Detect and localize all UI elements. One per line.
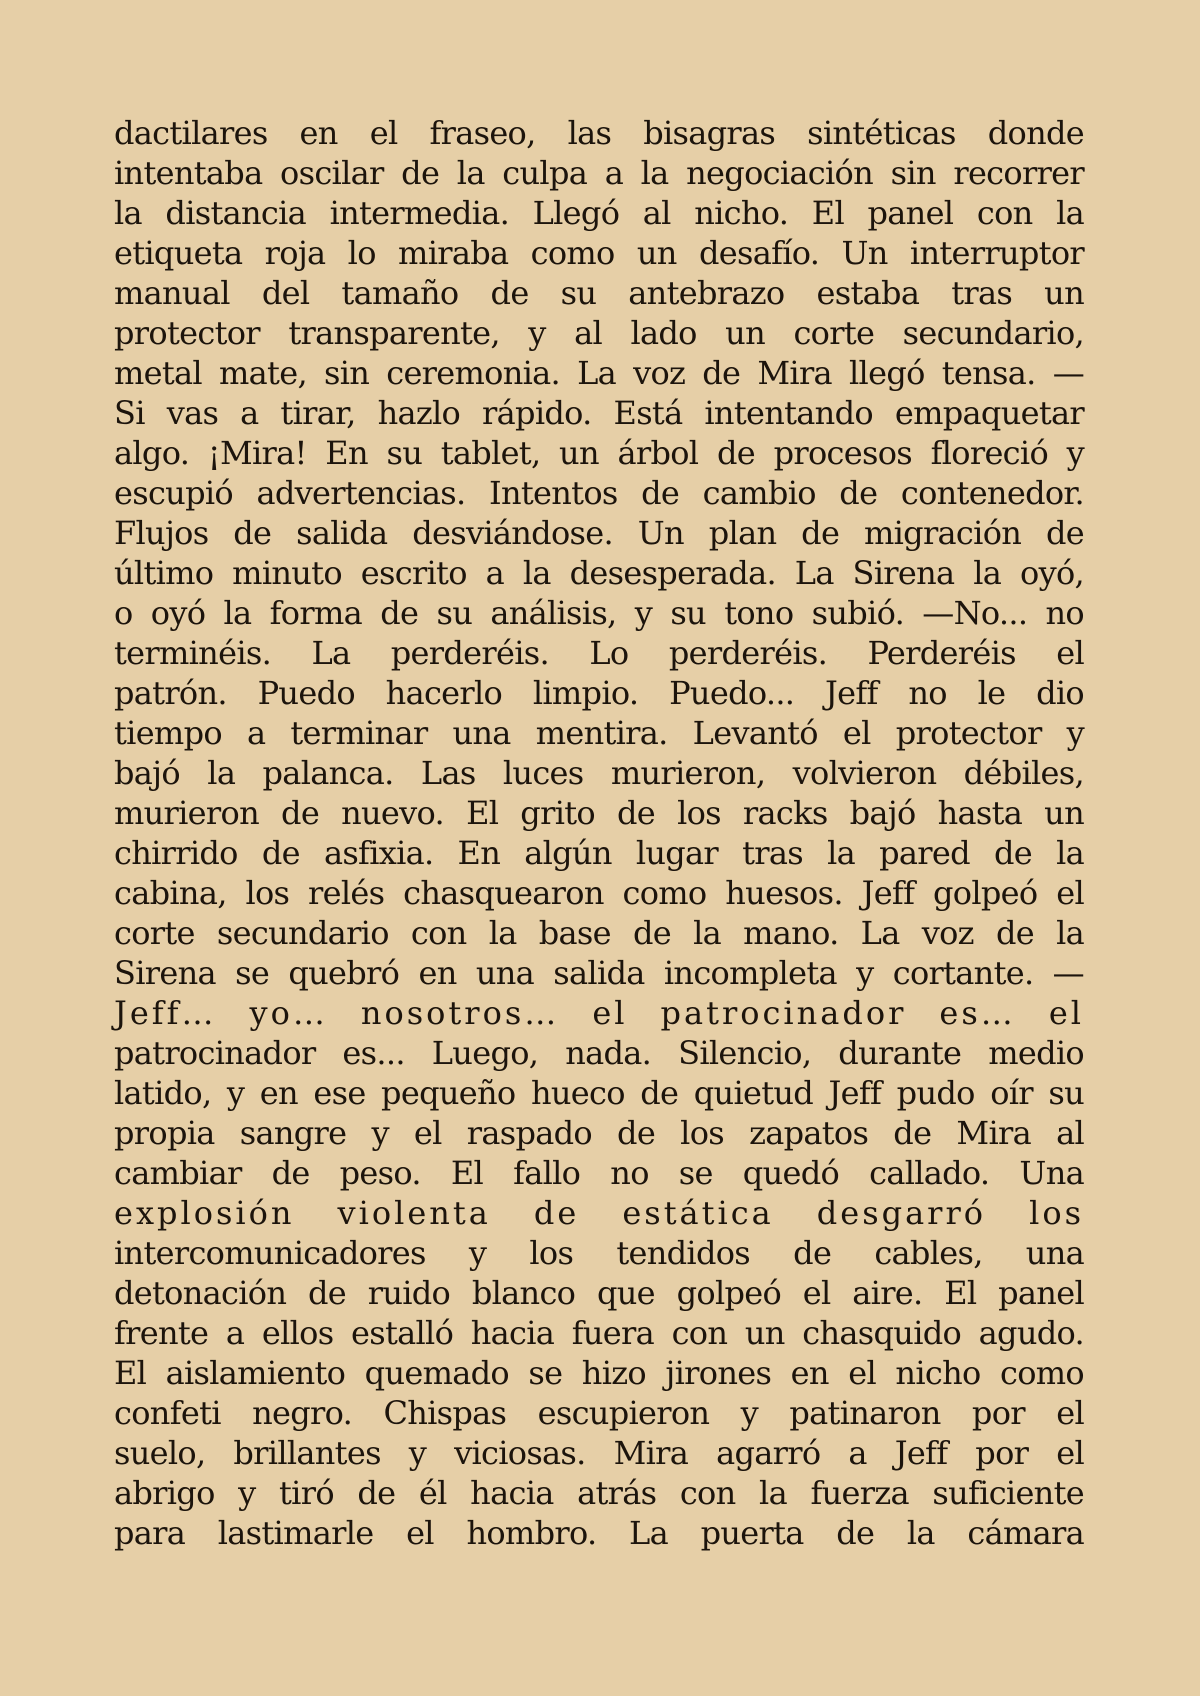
- text-line: cambiar de peso. El fallo no se quedó callado. Una: [114, 1154, 1084, 1192]
- text-line: propia sangre y el raspado de los zapatos de Mira al: [114, 1114, 1084, 1152]
- text-line: chirrido de asfixia. En algún lugar tras la pared de la: [114, 834, 1084, 872]
- text-line: Flujos de salida desviándose. Un plan de migración de: [114, 514, 1084, 552]
- text-line: tiempo a terminar una mentira. Levantó el protector y: [114, 714, 1084, 752]
- text-line: suelo, brillantes y viciosas. Mira agarró a Jeff por el: [114, 1434, 1084, 1472]
- text-line: latido, y en ese pequeño hueco de quietud Jeff pudo oír su: [114, 1074, 1084, 1112]
- text-line: protector transparente, y al lado un corte secundario,: [114, 314, 1084, 352]
- text-line: El aislamiento quemado se hizo jirones en el nicho como: [114, 1354, 1084, 1392]
- text-line: abrigo y tiró de él hacia atrás con la fuerza suficiente: [114, 1474, 1084, 1512]
- text-line: último minuto escrito a la desesperada. La Sirena la oyó,: [114, 554, 1084, 592]
- text-line: metal mate, sin ceremonia. La voz de Mira llegó tensa. —: [114, 354, 1084, 392]
- text-line: manual del tamaño de su antebrazo estaba tras un: [114, 274, 1084, 312]
- text-line: intercomunicadores y los tendidos de cables, una: [114, 1234, 1084, 1272]
- text-line: confeti negro. Chispas escupieron y patinaron por el: [114, 1394, 1084, 1432]
- text-line: intentaba oscilar de la culpa a la negociación sin recorrer: [114, 154, 1084, 192]
- text-line: Jeff… yo… nosotros… el patrocinador es… el: [114, 994, 1084, 1032]
- text-line: dactilares en el fraseo, las bisagras sintéticas donde: [114, 114, 1084, 152]
- text-line: Si vas a tirar, hazlo rápido. Está intentando empaquetar: [114, 394, 1084, 432]
- text-line: o oyó la forma de su análisis, y su tono subió. —No... no: [114, 594, 1084, 632]
- text-line: patrocinador es... Luego, nada. Silencio, durante medio: [114, 1034, 1084, 1072]
- text-line: etiqueta roja lo miraba como un desafío. Un interruptor: [114, 234, 1084, 272]
- text-line: murieron de nuevo. El grito de los racks bajó hasta un: [114, 794, 1084, 832]
- text-line: terminéis. La perderéis. Lo perderéis. Perderéis el: [114, 634, 1084, 672]
- book-page-text: [114, 113, 1084, 1553]
- text-line: corte secundario con la base de la mano. La voz de la: [114, 914, 1084, 952]
- text-line: escupió advertencias. Intentos de cambio de contenedor.: [114, 474, 1084, 512]
- text-line: patrón. Puedo hacerlo limpio. Puedo... Jeff no le dio: [114, 674, 1084, 712]
- text-line: Sirena se quebró en una salida incompleta y cortante. —: [114, 954, 1084, 992]
- text-line: explosión violenta de estática desgarró los: [114, 1194, 1084, 1232]
- text-line: detonación de ruido blanco que golpeó el aire. El panel: [114, 1274, 1084, 1312]
- text-line: algo. ¡Mira! En su tablet, un árbol de procesos floreció y: [114, 434, 1084, 472]
- text-line: la distancia intermedia. Llegó al nicho. El panel con la: [114, 194, 1084, 232]
- text-line: frente a ellos estalló hacia fuera con un chasquido agudo.: [114, 1314, 1084, 1352]
- text-line: bajó la palanca. Las luces murieron, volvieron débiles,: [114, 754, 1084, 792]
- text-line: para lastimarle el hombro. La puerta de la cámara: [114, 1514, 1084, 1552]
- text-line: cabina, los relés chasquearon como huesos. Jeff golpeó el: [114, 874, 1084, 912]
